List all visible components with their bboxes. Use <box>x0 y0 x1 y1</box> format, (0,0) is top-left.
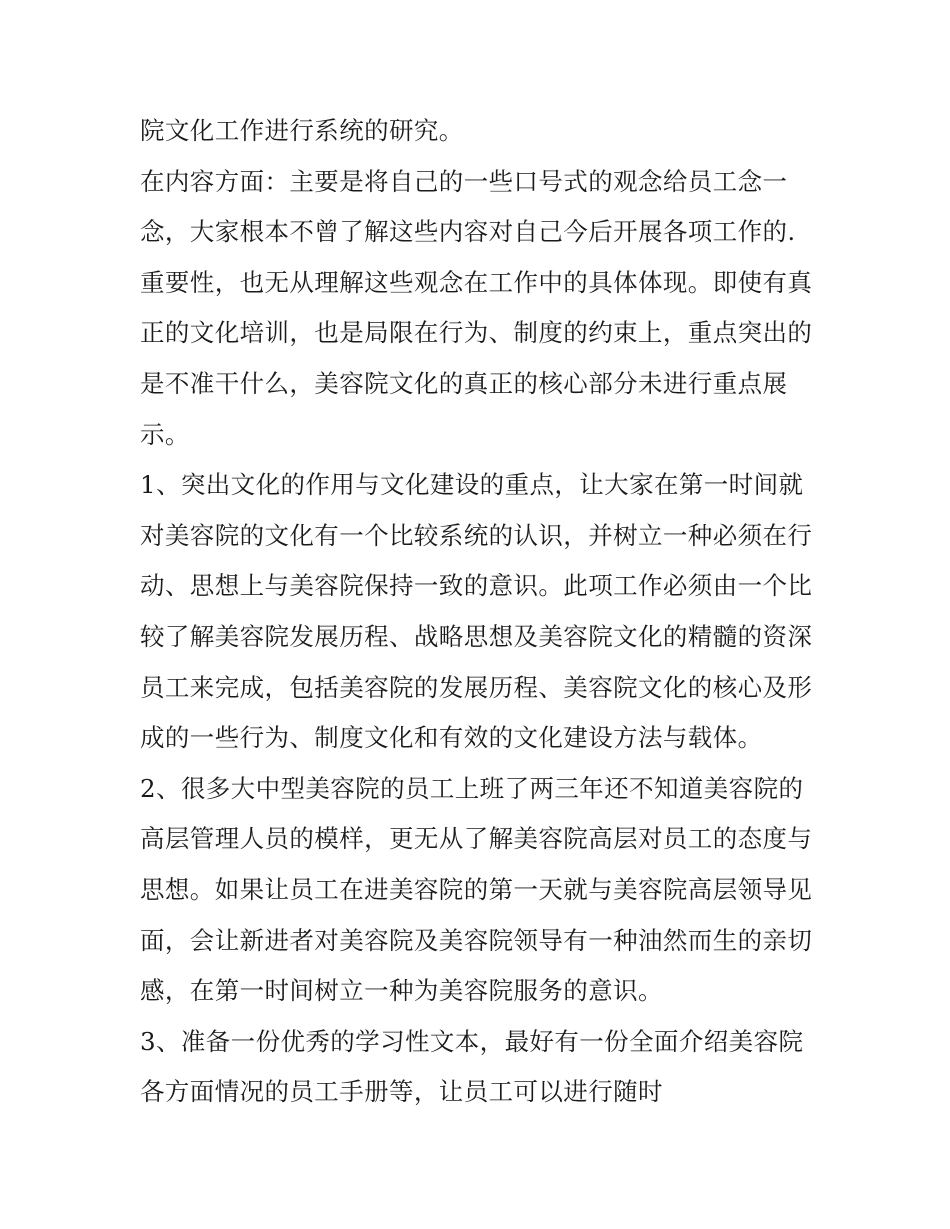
text-line: 是不准干什么，美容院文化的真正的核心部分未进行重点展 <box>140 368 788 398</box>
text-line: 思想。如果让员工在进美容院的第一天就与美容院高层领导见 <box>140 874 813 904</box>
text-line: 感，在第一时间树立一种为美容院服务的意识。 <box>140 976 663 1006</box>
document-body <box>140 106 820 1118</box>
text-line: 3、准备一份优秀的学习性文本，最好有一份全面介绍美容院 <box>140 1026 804 1056</box>
text-line: 员工来完成，包括美容院的发展历程、美容院文化的核心及形 <box>140 672 813 702</box>
text-line: 正的文化培训，也是局限在行为、制度的约束上，重点突出的 <box>140 318 813 348</box>
text-line: 较了解美容院发展历程、战略思想及美容院文化的精髓的资深 <box>140 621 813 651</box>
text-line: 各方面情况的员工手册等，让员工可以进行随时 <box>140 1077 663 1107</box>
text-line: 面，会让新进者对美容院及美容院领导有一种油然而生的亲切 <box>140 925 813 955</box>
text-line: 在内容方面：主要是将自己的一些口号式的观念给员工念一 <box>140 166 788 196</box>
text-line: 重要性，也无从理解这些观念在工作中的具体体现。即使有真 <box>140 267 813 297</box>
text-line: 2、很多大中型美容院的员工上班了两三年还不知道美容院的 <box>140 773 804 803</box>
text-line: 示。 <box>140 419 190 449</box>
text-line: 念，大家根本不曾了解这些内容对自己今后开展各项工作的. <box>140 217 796 247</box>
text-line: 动、思想上与美容院保持一致的意识。此项工作必须由一个比 <box>140 571 813 601</box>
text-line: 高层管理人员的模样，更无从了解美容院高层对员工的态度与 <box>140 824 813 854</box>
text-line: 对美容院的文化有一个比较系统的认识，并树立一种必须在行 <box>140 520 813 550</box>
text-line: 1、突出文化的作用与文化建设的重点，让大家在第一时间就 <box>140 470 804 500</box>
text-line: 院文化工作进行系统的研究。 <box>140 116 464 145</box>
text-line: 成的一些行为、制度文化和有效的文化建设方法与载体。 <box>140 723 763 753</box>
